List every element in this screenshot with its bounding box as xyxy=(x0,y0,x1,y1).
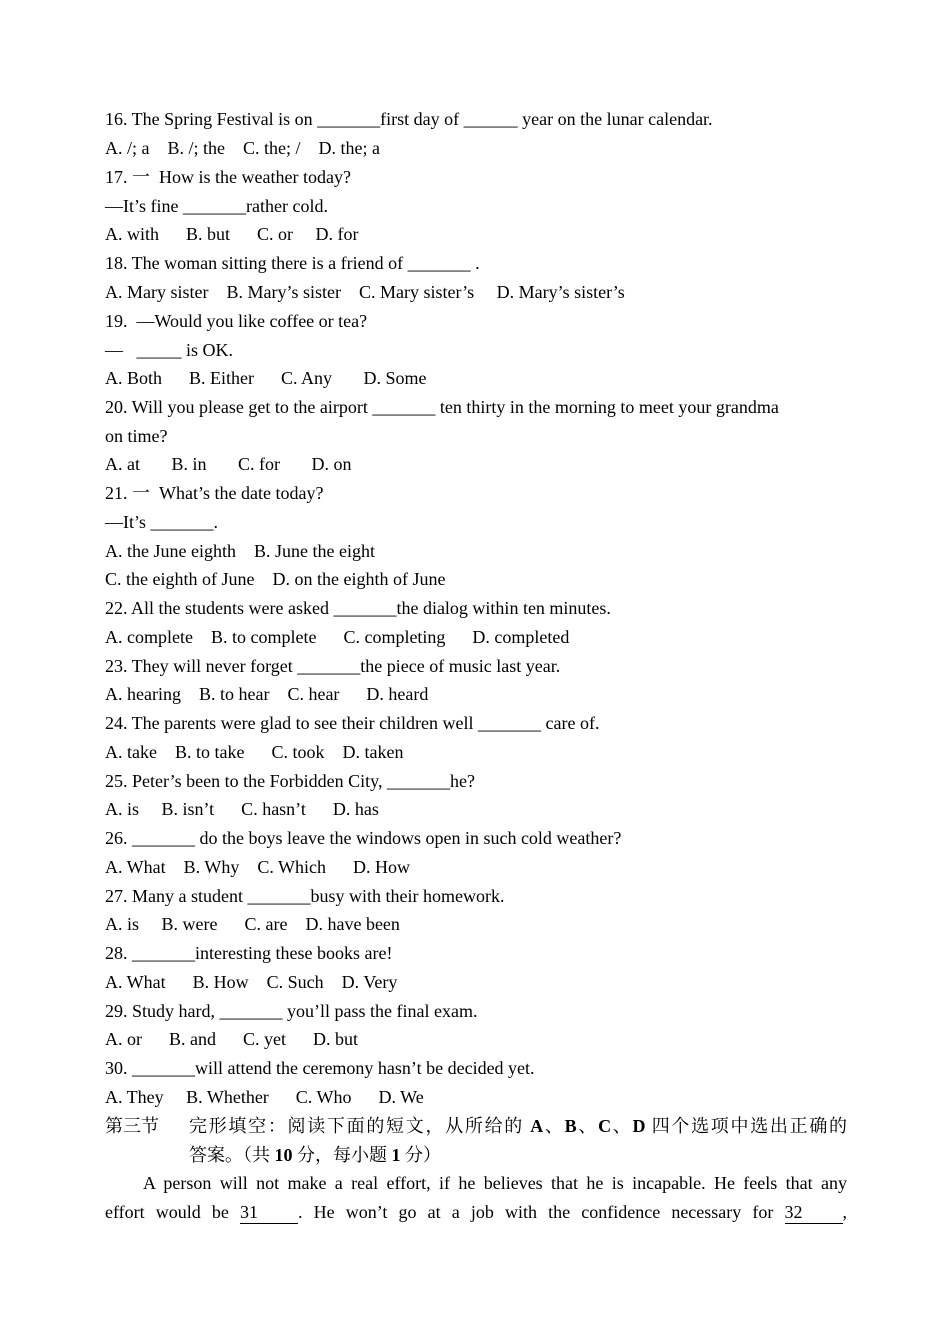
passage-line-1: A person will not make a real effort, if he believes that he is incapable. He feels that any xyxy=(143,1173,847,1193)
question-22-stem: 22. All the students were asked _______the dialog within ten minutes. xyxy=(105,598,611,618)
separator: 、 xyxy=(543,1116,565,1136)
separator: 、 xyxy=(611,1116,633,1136)
section-label: 第三节 xyxy=(105,1116,159,1136)
question-24-options: A. take B. to take C. took D. taken xyxy=(105,742,404,762)
points-per-question: 1 xyxy=(391,1145,401,1165)
question-24-stem: 24. The parents were glad to see their children well _______ care of. xyxy=(105,713,600,733)
question-20-stem: 20. Will you please get to the airport _______ ten thirty in the morning to meet your grandma xyxy=(105,397,779,417)
instr-text-b: 四个选项中选出正确的 xyxy=(645,1116,848,1136)
question-19-stem: 19. —Would you like coffee or tea? xyxy=(105,311,368,331)
question-19-stem-reply: — _____ is OK. xyxy=(105,340,234,360)
question-29-stem: 29. Study hard, _______ you’ll pass the final exam. xyxy=(105,1001,478,1021)
instr-text-d: 分，每小题 xyxy=(292,1145,392,1165)
option-letter-b: B xyxy=(564,1116,577,1136)
section-instructions xyxy=(189,1115,847,1166)
section-instructions-line-1 xyxy=(189,1115,847,1137)
question-17-options: A. with B. but C. or D. for xyxy=(105,224,359,244)
question-29-options: A. or B. and C. yet D. but xyxy=(105,1029,358,1049)
question-26-options: A. What B. Why C. Which D. How xyxy=(105,857,410,877)
question-28-stem: 28. _______interesting these books are! xyxy=(105,943,393,963)
option-letter-c: C xyxy=(598,1116,612,1136)
question-21-options-2: C. the eighth of June D. on the eighth of June xyxy=(105,569,446,589)
question-30-stem: 30. _______will attend the ceremony hasn’t be decided yet. xyxy=(105,1058,535,1078)
separator: 、 xyxy=(576,1116,599,1136)
question-16-stem: 16. The Spring Festival is on _______first day of ______ year on the lunar calendar. xyxy=(105,109,713,129)
question-25-stem: 25. Peter’s been to the Forbidden City, _______he? xyxy=(105,771,475,791)
blank-31: 31 xyxy=(240,1201,298,1224)
question-18-options: A. Mary sister B. Mary’s sister C. Mary sister’s D. Mary’s sister’s xyxy=(105,282,625,302)
question-20-stem-continued: on time? xyxy=(105,426,168,446)
question-28-options: A. What B. How C. Such D. Very xyxy=(105,972,398,992)
question-22-options: A. complete B. to complete C. completing D. completed xyxy=(105,627,570,647)
total-points: 10 xyxy=(274,1145,293,1165)
section-instructions-line-2 xyxy=(189,1144,847,1166)
passage-line-2 xyxy=(105,1201,847,1224)
passage-text: . He won’t go at a job with the confidence necessary for xyxy=(298,1202,785,1222)
instr-text-a: 完形填空：阅读下面的短文，从所给的 xyxy=(189,1116,531,1136)
passage-text: , xyxy=(842,1202,848,1222)
question-26-stem: 26. _______ do the boys leave the windows open in such cold weather? xyxy=(105,828,622,848)
blank-32: 32 xyxy=(785,1201,843,1224)
question-20-options: A. at B. in C. for D. on xyxy=(105,454,352,474)
question-19-options: A. Both B. Either C. Any D. Some xyxy=(105,368,427,388)
question-23-stem: 23. They will never forget _______the piece of music last year. xyxy=(105,656,561,676)
question-21-options: A. the June eighth B. June the eight xyxy=(105,541,375,561)
question-17-stem-reply: —It’s fine _______rather cold. xyxy=(105,196,328,216)
question-21-stem: 21. 一 What’s the date today? xyxy=(105,483,324,503)
question-30-options: A. They B. Whether C. Who D. We xyxy=(105,1087,424,1107)
question-27-stem: 27. Many a student _______busy with their homework. xyxy=(105,886,505,906)
question-16-options: A. /; a B. /; the C. the; / D. the; a xyxy=(105,138,380,158)
option-letter-d: D xyxy=(632,1116,646,1136)
question-27-options: A. is B. were C. are D. have been xyxy=(105,914,400,934)
question-17-stem: 17. 一 How is the weather today? xyxy=(105,167,351,187)
question-23-options: A. hearing B. to hear C. hear D. heard xyxy=(105,684,429,704)
question-18-stem: 18. The woman sitting there is a friend of _______ . xyxy=(105,253,480,273)
option-letter-a: A xyxy=(530,1116,544,1136)
question-21-stem-reply: —It’s _______. xyxy=(105,512,219,532)
question-25-options: A. is B. isn’t C. hasn’t D. has xyxy=(105,799,379,819)
passage-text: effort would be xyxy=(105,1202,241,1222)
instr-text-e: 分） xyxy=(400,1145,441,1165)
instr-text-c: 答案。（共 xyxy=(189,1145,275,1165)
